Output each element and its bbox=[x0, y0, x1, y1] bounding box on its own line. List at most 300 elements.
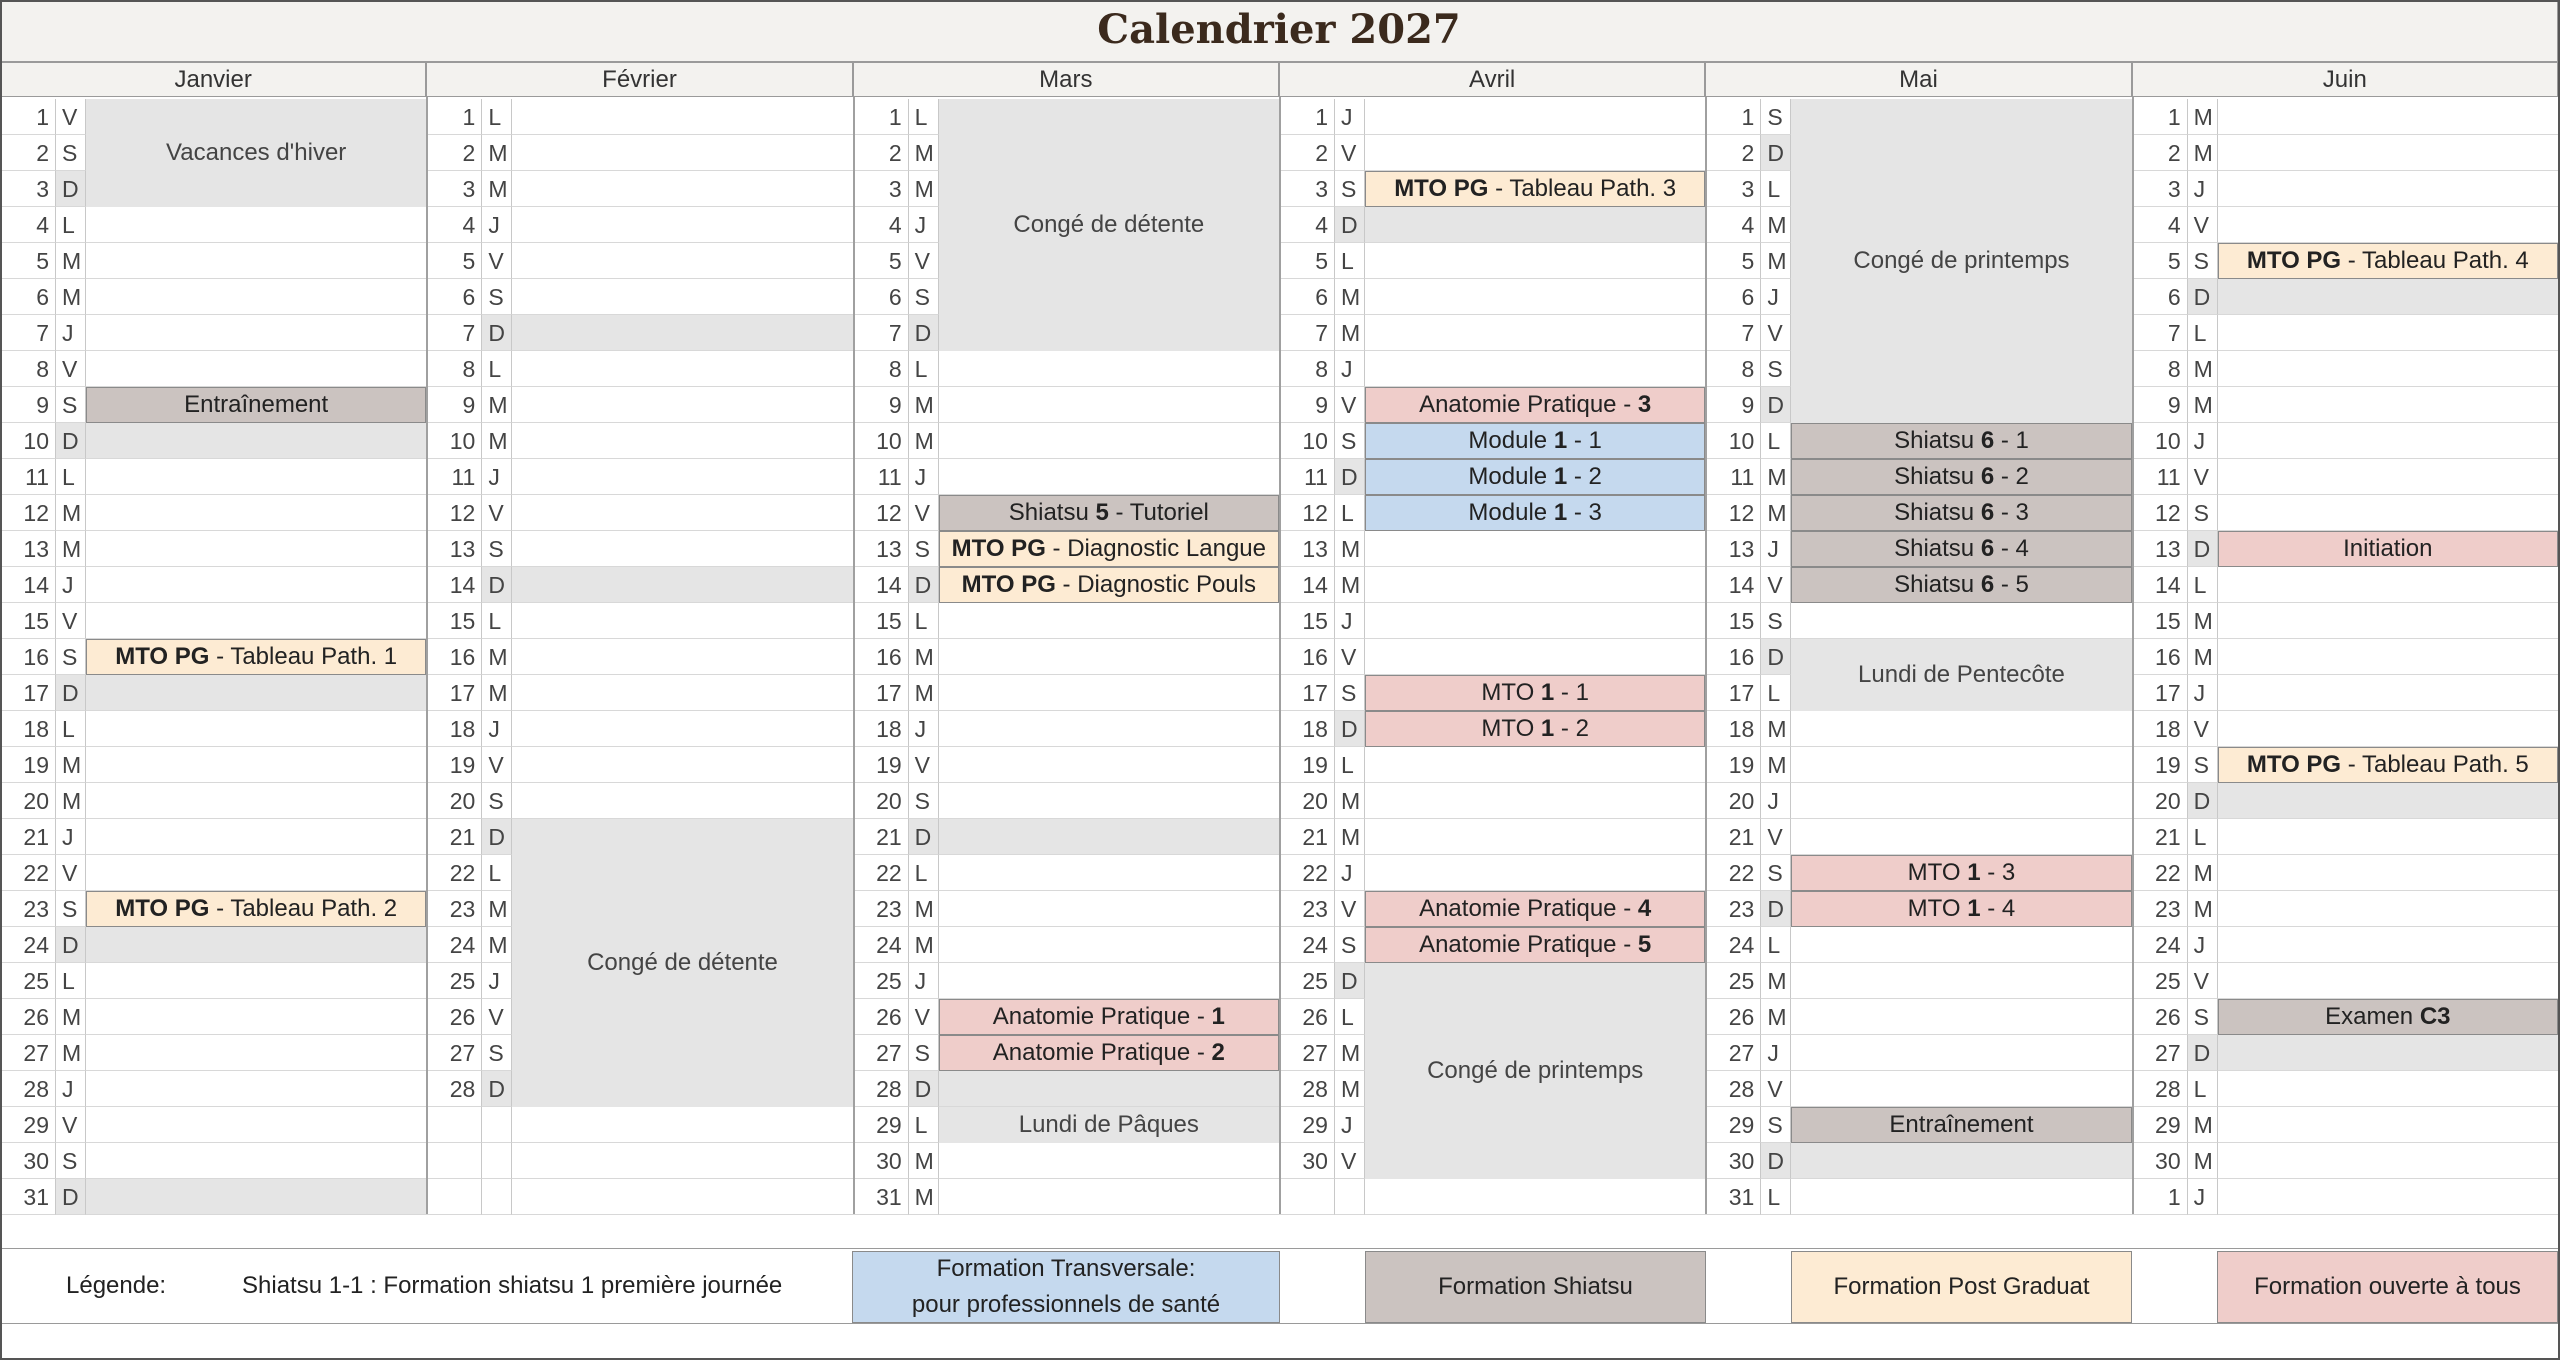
day-letter: S bbox=[1761, 351, 1791, 387]
legend-transversale-line2: pour professionnels de santé bbox=[911, 1291, 1221, 1318]
day-slot[interactable] bbox=[2218, 387, 2558, 423]
day-number: 13 bbox=[2132, 531, 2188, 567]
day-slot[interactable] bbox=[512, 207, 852, 243]
day-slot[interactable] bbox=[1791, 711, 2131, 747]
day-number: 19 bbox=[1279, 747, 1335, 783]
day-number: 25 bbox=[1705, 963, 1761, 999]
day-slot[interactable] bbox=[86, 783, 426, 819]
day-letter: M bbox=[482, 171, 512, 207]
day-slot[interactable] bbox=[939, 927, 1279, 963]
day-slot[interactable] bbox=[512, 99, 852, 135]
day-letter: L bbox=[2188, 567, 2218, 603]
day-letter: V bbox=[909, 243, 939, 279]
event-ouverte[interactable]: MTO 1 - 2 bbox=[1365, 711, 1705, 747]
day-slot[interactable] bbox=[2218, 315, 2558, 351]
day-slot[interactable] bbox=[512, 711, 852, 747]
day-letter: D bbox=[56, 1179, 86, 1215]
day-slot[interactable] bbox=[1791, 783, 2131, 819]
day-slot[interactable] bbox=[86, 999, 426, 1035]
day-number: 27 bbox=[1705, 1035, 1761, 1071]
event-ouverte[interactable]: Anatomie Pratique - 1 bbox=[939, 999, 1279, 1035]
day-letter: M bbox=[1335, 315, 1365, 351]
day-letter: J bbox=[2188, 171, 2218, 207]
event-transversale[interactable]: Module 1 - 3 bbox=[1365, 495, 1705, 531]
event-ouverte[interactable]: Anatomie Pratique - 5 bbox=[1365, 927, 1705, 963]
day-number: 22 bbox=[0, 855, 56, 891]
day-letter: V bbox=[909, 747, 939, 783]
day-number: 23 bbox=[1279, 891, 1335, 927]
day-slot[interactable] bbox=[512, 279, 852, 315]
event-transversale[interactable]: Module 1 - 1 bbox=[1365, 423, 1705, 459]
day-slot[interactable] bbox=[1365, 531, 1705, 567]
day-slot[interactable] bbox=[1365, 603, 1705, 639]
day-slot[interactable] bbox=[512, 1179, 852, 1215]
day-letter: M bbox=[2188, 135, 2218, 171]
day-slot[interactable] bbox=[1365, 315, 1705, 351]
day-letter: M bbox=[1761, 459, 1791, 495]
day-letter: M bbox=[909, 891, 939, 927]
event-ouverte[interactable]: MTO 1 - 3 bbox=[1791, 855, 2131, 891]
event-postgrad[interactable]: MTO PG - Tableau Path. 3 bbox=[1365, 171, 1705, 207]
day-slot[interactable] bbox=[1791, 747, 2131, 783]
day-number: 10 bbox=[853, 423, 909, 459]
day-letter: L bbox=[1335, 999, 1365, 1035]
day-slot[interactable] bbox=[2218, 567, 2558, 603]
event-shiatsu[interactable]: Examen C3 bbox=[2218, 999, 2558, 1035]
day-slot[interactable] bbox=[86, 459, 426, 495]
day-slot[interactable] bbox=[86, 315, 426, 351]
day-number: 27 bbox=[2132, 1035, 2188, 1071]
day-number: 14 bbox=[426, 567, 482, 603]
day-slot[interactable] bbox=[512, 675, 852, 711]
day-number: 3 bbox=[853, 171, 909, 207]
day-letter: V bbox=[56, 603, 86, 639]
day-letter: L bbox=[56, 459, 86, 495]
day-number: 29 bbox=[1705, 1107, 1761, 1143]
day-slot[interactable] bbox=[512, 783, 852, 819]
day-number: 7 bbox=[853, 315, 909, 351]
day-number: 14 bbox=[853, 567, 909, 603]
day-slot[interactable] bbox=[512, 531, 852, 567]
day-letter: M bbox=[2188, 1107, 2218, 1143]
day-number: 10 bbox=[1705, 423, 1761, 459]
day-number: 26 bbox=[1279, 999, 1335, 1035]
day-slot[interactable] bbox=[1791, 1143, 2131, 1179]
day-letter bbox=[482, 1143, 512, 1179]
day-number: 6 bbox=[426, 279, 482, 315]
day-letter: L bbox=[2188, 819, 2218, 855]
day-slot[interactable] bbox=[2218, 1107, 2558, 1143]
day-slot[interactable] bbox=[1365, 1179, 1705, 1215]
day-slot[interactable] bbox=[512, 315, 852, 351]
day-number: 27 bbox=[426, 1035, 482, 1071]
day-number: 4 bbox=[2132, 207, 2188, 243]
event-postgrad[interactable]: MTO PG - Tableau Path. 1 bbox=[86, 639, 426, 675]
day-letter: V bbox=[482, 243, 512, 279]
day-number: 18 bbox=[853, 711, 909, 747]
day-number: 14 bbox=[1705, 567, 1761, 603]
day-slot[interactable] bbox=[939, 603, 1279, 639]
day-letter: V bbox=[2188, 459, 2218, 495]
day-slot[interactable] bbox=[1365, 351, 1705, 387]
day-number: 25 bbox=[426, 963, 482, 999]
day-number: 4 bbox=[426, 207, 482, 243]
day-letter: V bbox=[1761, 1071, 1791, 1107]
day-slot[interactable] bbox=[86, 567, 426, 603]
day-slot[interactable] bbox=[939, 639, 1279, 675]
day-slot[interactable] bbox=[2218, 783, 2558, 819]
day-slot[interactable] bbox=[939, 819, 1279, 855]
day-slot[interactable] bbox=[1791, 927, 2131, 963]
day-number: 3 bbox=[1705, 171, 1761, 207]
day-slot[interactable] bbox=[2218, 1179, 2558, 1215]
day-slot[interactable] bbox=[1365, 783, 1705, 819]
day-number: 15 bbox=[1705, 603, 1761, 639]
day-slot[interactable] bbox=[2218, 423, 2558, 459]
day-number: 6 bbox=[1279, 279, 1335, 315]
day-slot[interactable] bbox=[86, 1143, 426, 1179]
holiday-block: Congé de détente bbox=[939, 99, 1279, 351]
day-number: 3 bbox=[2132, 171, 2188, 207]
day-number: 25 bbox=[0, 963, 56, 999]
day-slot[interactable] bbox=[86, 1179, 426, 1215]
day-letter: M bbox=[56, 243, 86, 279]
day-slot[interactable] bbox=[1791, 1071, 2131, 1107]
day-number: 21 bbox=[853, 819, 909, 855]
day-letter: J bbox=[1761, 1035, 1791, 1071]
day-number: 18 bbox=[1705, 711, 1761, 747]
month-separator bbox=[853, 97, 855, 1214]
day-letter: M bbox=[909, 927, 939, 963]
day-letter: M bbox=[1761, 495, 1791, 531]
day-slot[interactable] bbox=[2218, 891, 2558, 927]
holiday-block: Lundi de Pâques bbox=[939, 1107, 1279, 1143]
day-letter: J bbox=[1761, 279, 1791, 315]
day-slot[interactable] bbox=[512, 243, 852, 279]
day-number: 24 bbox=[0, 927, 56, 963]
day-letter: J bbox=[482, 459, 512, 495]
day-number bbox=[1279, 1179, 1335, 1215]
day-number: 11 bbox=[2132, 459, 2188, 495]
day-slot[interactable] bbox=[86, 423, 426, 459]
day-slot[interactable] bbox=[939, 891, 1279, 927]
day-number: 1 bbox=[2132, 99, 2188, 135]
event-postgrad[interactable]: MTO PG - Diagnostic Pouls bbox=[939, 567, 1279, 603]
day-slot[interactable] bbox=[86, 1107, 426, 1143]
event-ouverte[interactable]: MTO 1 - 4 bbox=[1791, 891, 2131, 927]
day-letter: M bbox=[909, 639, 939, 675]
day-slot[interactable] bbox=[2218, 171, 2558, 207]
day-slot[interactable] bbox=[1365, 747, 1705, 783]
day-number: 20 bbox=[1705, 783, 1761, 819]
day-slot[interactable] bbox=[1791, 603, 2131, 639]
day-slot[interactable] bbox=[939, 1179, 1279, 1215]
day-slot[interactable] bbox=[939, 387, 1279, 423]
day-letter: S bbox=[1761, 99, 1791, 135]
day-number: 6 bbox=[853, 279, 909, 315]
day-number: 31 bbox=[0, 1179, 56, 1215]
day-number: 13 bbox=[426, 531, 482, 567]
day-number: 12 bbox=[853, 495, 909, 531]
day-number: 9 bbox=[1705, 387, 1761, 423]
day-letter: M bbox=[909, 1179, 939, 1215]
day-letter: S bbox=[482, 531, 512, 567]
day-slot[interactable] bbox=[1365, 243, 1705, 279]
day-number: 10 bbox=[1279, 423, 1335, 459]
day-letter: V bbox=[56, 351, 86, 387]
day-number: 30 bbox=[1279, 1143, 1335, 1179]
day-letter: L bbox=[1761, 675, 1791, 711]
day-slot[interactable] bbox=[512, 567, 852, 603]
day-slot[interactable] bbox=[2218, 927, 2558, 963]
day-letter: D bbox=[2188, 531, 2218, 567]
day-letter: S bbox=[1761, 603, 1791, 639]
day-letter: S bbox=[909, 783, 939, 819]
event-ouverte[interactable]: MTO 1 - 1 bbox=[1365, 675, 1705, 711]
day-letter: L bbox=[1761, 927, 1791, 963]
event-ouverte[interactable]: Initiation bbox=[2218, 531, 2558, 567]
day-slot[interactable] bbox=[2218, 855, 2558, 891]
day-slot[interactable] bbox=[2218, 639, 2558, 675]
day-slot[interactable] bbox=[939, 855, 1279, 891]
day-number: 30 bbox=[853, 1143, 909, 1179]
day-slot[interactable] bbox=[86, 279, 426, 315]
day-slot[interactable] bbox=[512, 351, 852, 387]
day-slot[interactable] bbox=[86, 675, 426, 711]
day-number: 20 bbox=[426, 783, 482, 819]
day-slot[interactable] bbox=[86, 243, 426, 279]
day-number: 7 bbox=[1279, 315, 1335, 351]
day-number: 13 bbox=[0, 531, 56, 567]
day-slot[interactable] bbox=[512, 747, 852, 783]
day-letter: L bbox=[56, 207, 86, 243]
day-number: 14 bbox=[0, 567, 56, 603]
event-ouverte[interactable]: Anatomie Pratique - 3 bbox=[1365, 387, 1705, 423]
month-separator bbox=[1279, 97, 1281, 1214]
day-slot[interactable] bbox=[939, 1143, 1279, 1179]
day-letter: S bbox=[1335, 171, 1365, 207]
day-number: 15 bbox=[2132, 603, 2188, 639]
day-number: 30 bbox=[0, 1143, 56, 1179]
day-slot[interactable] bbox=[939, 963, 1279, 999]
day-slot[interactable] bbox=[1791, 1179, 2131, 1215]
day-slot[interactable] bbox=[2218, 603, 2558, 639]
day-number: 28 bbox=[426, 1071, 482, 1107]
event-shiatsu[interactable]: Shiatsu 5 - Tutoriel bbox=[939, 495, 1279, 531]
event-transversale[interactable]: Module 1 - 2 bbox=[1365, 459, 1705, 495]
day-number: 26 bbox=[853, 999, 909, 1035]
day-slot[interactable] bbox=[939, 351, 1279, 387]
day-number: 29 bbox=[0, 1107, 56, 1143]
day-slot[interactable] bbox=[512, 459, 852, 495]
day-letter: S bbox=[1761, 855, 1791, 891]
day-number: 18 bbox=[426, 711, 482, 747]
day-number: 2 bbox=[426, 135, 482, 171]
legend-shiatsu: Formation Shiatsu bbox=[1365, 1251, 1706, 1323]
day-letter: V bbox=[1335, 135, 1365, 171]
day-letter: S bbox=[2188, 747, 2218, 783]
day-slot[interactable] bbox=[2218, 711, 2558, 747]
day-slot[interactable] bbox=[512, 639, 852, 675]
day-number: 31 bbox=[853, 1179, 909, 1215]
day-letter: M bbox=[2188, 1143, 2218, 1179]
day-slot[interactable] bbox=[86, 603, 426, 639]
day-letter: J bbox=[909, 711, 939, 747]
day-number: 13 bbox=[1705, 531, 1761, 567]
day-slot[interactable] bbox=[512, 603, 852, 639]
day-slot[interactable] bbox=[1791, 819, 2131, 855]
day-number: 21 bbox=[426, 819, 482, 855]
day-slot[interactable] bbox=[1791, 963, 2131, 999]
day-slot[interactable] bbox=[939, 459, 1279, 495]
event-shiatsu[interactable]: Shiatsu 6 - 1 bbox=[1791, 423, 2131, 459]
day-number: 5 bbox=[1705, 243, 1761, 279]
day-number: 11 bbox=[853, 459, 909, 495]
day-slot[interactable] bbox=[1365, 207, 1705, 243]
event-shiatsu[interactable]: Entraînement bbox=[86, 387, 426, 423]
day-slot[interactable] bbox=[86, 747, 426, 783]
event-shiatsu[interactable]: Shiatsu 6 - 2 bbox=[1791, 459, 2131, 495]
day-number: 18 bbox=[1279, 711, 1335, 747]
day-slot[interactable] bbox=[86, 927, 426, 963]
day-letter: J bbox=[56, 819, 86, 855]
day-number: 8 bbox=[426, 351, 482, 387]
day-slot[interactable] bbox=[2218, 1035, 2558, 1071]
day-slot[interactable] bbox=[86, 531, 426, 567]
day-number: 8 bbox=[1279, 351, 1335, 387]
day-slot[interactable] bbox=[1791, 1035, 2131, 1071]
day-slot[interactable] bbox=[1365, 135, 1705, 171]
day-letter: J bbox=[909, 963, 939, 999]
day-letter: M bbox=[1761, 243, 1791, 279]
legend-transversale bbox=[852, 1251, 1280, 1323]
day-slot[interactable] bbox=[2218, 135, 2558, 171]
day-slot[interactable] bbox=[1365, 567, 1705, 603]
day-letter: L bbox=[909, 351, 939, 387]
event-shiatsu[interactable]: Shiatsu 6 - 4 bbox=[1791, 531, 2131, 567]
day-letter: V bbox=[482, 999, 512, 1035]
day-letter: V bbox=[1761, 567, 1791, 603]
day-slot[interactable] bbox=[939, 675, 1279, 711]
day-slot[interactable] bbox=[2218, 675, 2558, 711]
day-slot[interactable] bbox=[512, 1143, 852, 1179]
day-slot[interactable] bbox=[1365, 855, 1705, 891]
day-slot[interactable] bbox=[1365, 279, 1705, 315]
day-letter: D bbox=[909, 567, 939, 603]
day-letter: S bbox=[2188, 999, 2218, 1035]
legend-postgrad: Formation Post Graduat bbox=[1791, 1251, 2132, 1323]
day-number: 1 bbox=[426, 99, 482, 135]
day-slot[interactable] bbox=[86, 819, 426, 855]
event-postgrad[interactable]: MTO PG - Diagnostic Langue bbox=[939, 531, 1279, 567]
event-postgrad[interactable]: MTO PG - Tableau Path. 4 bbox=[2218, 243, 2558, 279]
day-number: 24 bbox=[1279, 927, 1335, 963]
day-slot[interactable] bbox=[939, 423, 1279, 459]
day-slot[interactable] bbox=[939, 711, 1279, 747]
day-slot[interactable] bbox=[2218, 207, 2558, 243]
day-slot[interactable] bbox=[86, 1071, 426, 1107]
day-slot[interactable] bbox=[512, 171, 852, 207]
day-slot[interactable] bbox=[2218, 99, 2558, 135]
day-slot[interactable] bbox=[86, 711, 426, 747]
day-slot[interactable] bbox=[1791, 999, 2131, 1035]
day-letter: M bbox=[1335, 783, 1365, 819]
day-slot[interactable] bbox=[86, 495, 426, 531]
day-slot[interactable] bbox=[2218, 459, 2558, 495]
day-letter: D bbox=[482, 1071, 512, 1107]
day-slot[interactable] bbox=[86, 207, 426, 243]
event-postgrad[interactable]: MTO PG - Tableau Path. 2 bbox=[86, 891, 426, 927]
day-slot[interactable] bbox=[2218, 495, 2558, 531]
day-slot[interactable] bbox=[86, 855, 426, 891]
day-slot[interactable] bbox=[2218, 1143, 2558, 1179]
day-slot[interactable] bbox=[86, 963, 426, 999]
day-slot[interactable] bbox=[1365, 99, 1705, 135]
day-slot[interactable] bbox=[2218, 279, 2558, 315]
day-number: 24 bbox=[426, 927, 482, 963]
day-slot[interactable] bbox=[939, 1071, 1279, 1107]
event-shiatsu[interactable]: Shiatsu 6 - 5 bbox=[1791, 567, 2131, 603]
day-letter: M bbox=[56, 1035, 86, 1071]
day-slot[interactable] bbox=[939, 783, 1279, 819]
day-slot[interactable] bbox=[2218, 351, 2558, 387]
holiday-block: Congé de printemps bbox=[1365, 963, 1705, 1179]
day-letter: J bbox=[2188, 675, 2218, 711]
day-letter: V bbox=[1335, 387, 1365, 423]
day-slot[interactable] bbox=[2218, 819, 2558, 855]
day-slot[interactable] bbox=[86, 1035, 426, 1071]
day-slot[interactable] bbox=[512, 423, 852, 459]
day-slot[interactable] bbox=[939, 747, 1279, 783]
day-letter: V bbox=[2188, 963, 2218, 999]
day-slot[interactable] bbox=[86, 351, 426, 387]
day-letter: D bbox=[1761, 1143, 1791, 1179]
day-slot[interactable] bbox=[512, 135, 852, 171]
day-letter: D bbox=[2188, 1035, 2218, 1071]
day-letter: M bbox=[1335, 819, 1365, 855]
day-number: 6 bbox=[1705, 279, 1761, 315]
day-letter: V bbox=[56, 1107, 86, 1143]
day-slot[interactable] bbox=[1365, 639, 1705, 675]
day-number: 15 bbox=[426, 603, 482, 639]
event-shiatsu[interactable]: Shiatsu 6 - 3 bbox=[1791, 495, 2131, 531]
day-number: 23 bbox=[1705, 891, 1761, 927]
day-letter: L bbox=[56, 963, 86, 999]
day-number: 17 bbox=[426, 675, 482, 711]
day-letter: D bbox=[56, 675, 86, 711]
day-slot[interactable] bbox=[512, 387, 852, 423]
event-ouverte[interactable]: Anatomie Pratique - 4 bbox=[1365, 891, 1705, 927]
event-postgrad[interactable]: MTO PG - Tableau Path. 5 bbox=[2218, 747, 2558, 783]
day-slot[interactable] bbox=[2218, 1071, 2558, 1107]
day-number: 13 bbox=[1279, 531, 1335, 567]
day-number: 12 bbox=[426, 495, 482, 531]
day-number: 7 bbox=[2132, 315, 2188, 351]
day-letter: S bbox=[909, 279, 939, 315]
day-letter: J bbox=[2188, 423, 2218, 459]
day-slot[interactable] bbox=[512, 1107, 852, 1143]
day-number: 1 bbox=[853, 99, 909, 135]
day-letter: M bbox=[482, 135, 512, 171]
day-letter: S bbox=[56, 639, 86, 675]
day-slot[interactable] bbox=[1365, 819, 1705, 855]
day-number: 13 bbox=[853, 531, 909, 567]
day-slot[interactable] bbox=[2218, 963, 2558, 999]
event-ouverte[interactable]: Anatomie Pratique - 2 bbox=[939, 1035, 1279, 1071]
event-shiatsu[interactable]: Entraînement bbox=[1791, 1107, 2131, 1143]
day-letter: L bbox=[482, 855, 512, 891]
day-slot[interactable] bbox=[512, 495, 852, 531]
